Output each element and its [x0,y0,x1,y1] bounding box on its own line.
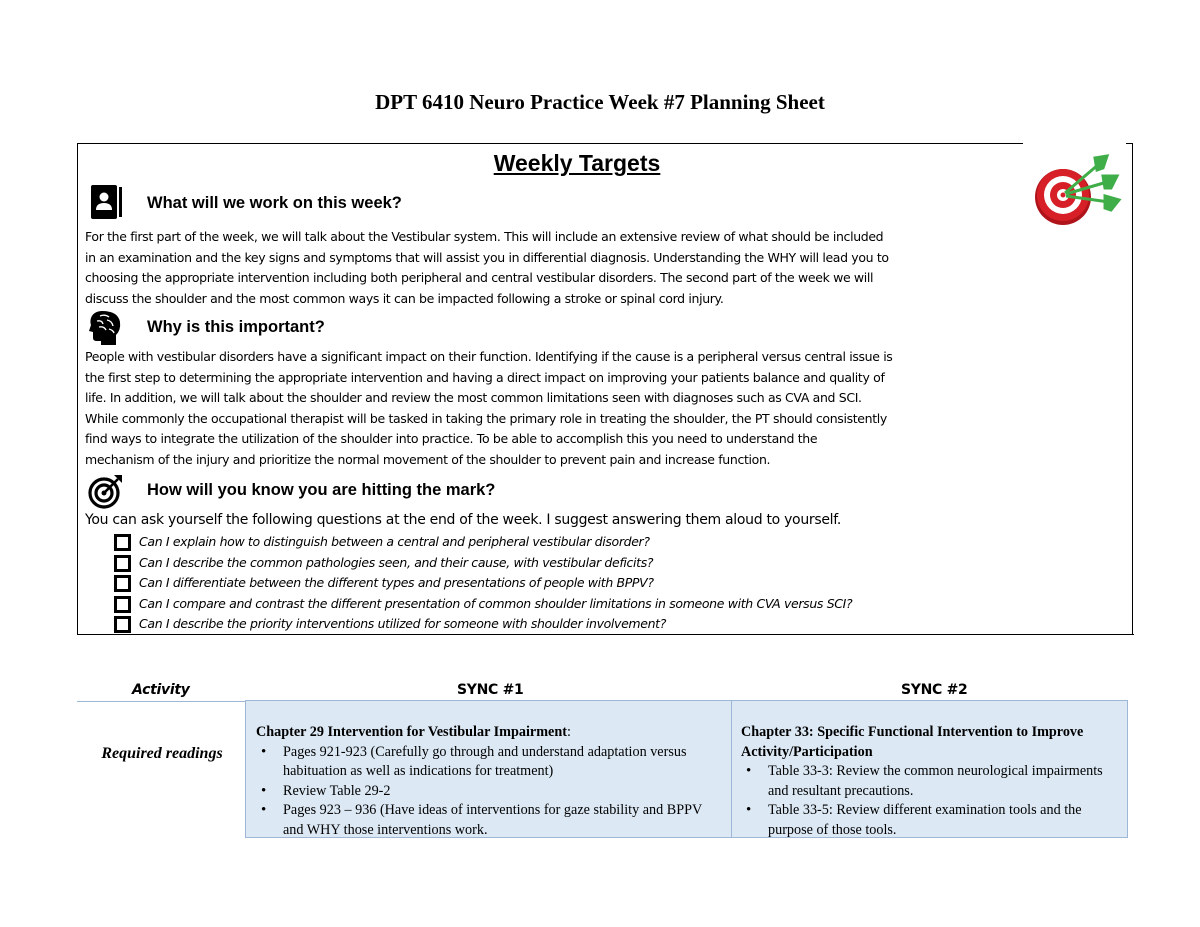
section-body-why [85,347,1015,470]
self-check-intro: You can ask yourself the following questions at the end of the week. I suggest answering them aloud to yourself. [85,512,842,528]
sync1-chapter-title [256,723,721,743]
question-text: Can I explain how to distinguish between a central and peripheral vestibular disorder? [139,534,650,549]
text-line: life. In addition, we will talk about the shoulder and review the most common limitations seen with diagnoses such as CVA and SCI. [85,390,862,405]
contact-card-icon [88,184,124,220]
row-label-required-readings: Required readings [101,745,223,762]
text-line: mechanism of the injury and prioritize the normal movement of the shoulder to prevent pain and increase function. [85,451,771,467]
text-line: discuss the shoulder and the most common ways it can be impacted following a stroke or spinal cord injury. [85,290,724,306]
section-heading-why: Why is this important? [147,318,325,336]
section-heading-how: How will you know you are hitting the mark? [147,481,496,499]
section-body-what [85,227,1015,309]
checkbox[interactable] [114,555,131,572]
list-item: • Pages 923 – 936 (Have ideas of interventions for gaze stability and BPPV and WHY those interventions work. [256,801,721,840]
list-item: • Review Table 29-2 [256,782,721,802]
question-text: Can I describe the common pathologies seen, and their cause, with vestibular deficits? [139,554,654,570]
text-line: For the first part of the week, we will talk about the Vestibular system. This will include an extensive review of what should be included [85,229,884,244]
sync1-reading-list [256,743,721,841]
target-arrows-icon [1033,150,1123,228]
box-corner-tick [1126,143,1133,144]
sync2-reading-list [741,762,1117,840]
text-line: the first step to determining the appropriate intervention and having a direct impact on improving your patients balance and quality of [85,369,885,385]
text-line: find ways to integrate the utilization of the shoulder into practice. To be able to accomplish this you need to understand the [85,431,818,446]
checkbox[interactable] [114,596,131,613]
list-item: • Table 33-3: Review the common neurological impairments and resultant precautions. [741,762,1117,801]
table-header-activity: Activity [132,682,190,698]
section-heading-what: What will we work on this week? [147,194,402,212]
chapter-title-text: Chapter 29 Intervention for Vestibular Impairment [256,724,567,740]
text-line: While commonly the occupational therapist will be tasked in taking the primary role in treating the shoulder, the PT should consistently [85,410,887,426]
box-right-border [1132,143,1133,635]
sync1-readings-cell [245,700,732,838]
title-suffix: : [566,724,571,740]
box-top-border [77,143,1023,144]
text-line: People with vestibular disorders have a significant impact on their function. Identifying if the cause is a peripheral versus central issue is [85,349,893,364]
question-text: Can I compare and contrast the different presentation of common shoulder limitations in someone with CVA versus SCI? [139,595,853,611]
sync2-readings-cell [731,700,1128,838]
checkbox[interactable] [114,616,131,633]
text-line: in an examination and the key signs and symptoms that will assist you in differential diagnosis. Understanding the WHY will lead you to [85,249,889,265]
document-title: DPT 6410 Neuro Practice Week #7 Planning Sheet [375,90,825,114]
head-brain-icon [88,309,124,345]
table-header-sync2: SYNC #2 [901,682,968,698]
checkbox[interactable] [114,534,131,551]
sync2-chapter-title: Chapter 33: Specific Functional Intervention to Improve Activity/Participation [741,724,1084,760]
question-text: Can I differentiate between the different types and presentations of people with BPPV? [139,575,654,590]
table-header-sync1: SYNC #1 [457,682,524,698]
checkbox[interactable] [114,575,131,592]
table-row-divider [77,701,245,702]
bullseye-icon [88,473,124,509]
list-item: • Table 33-5: Review different examination tools and the purpose of those tools. [741,801,1117,840]
text-line: choosing the appropriate intervention including both peripheral and central vestibular disorders. The second part of the week we will [85,270,874,285]
question-text: Can I describe the priority interventions utilized for someone with shoulder involvement? [139,616,667,631]
weekly-targets-heading: Weekly Targets [493,150,661,176]
list-item: • Pages 921-923 (Carefully go through and understand adaptation versus habituation as well as indications for treatment) [256,743,721,782]
